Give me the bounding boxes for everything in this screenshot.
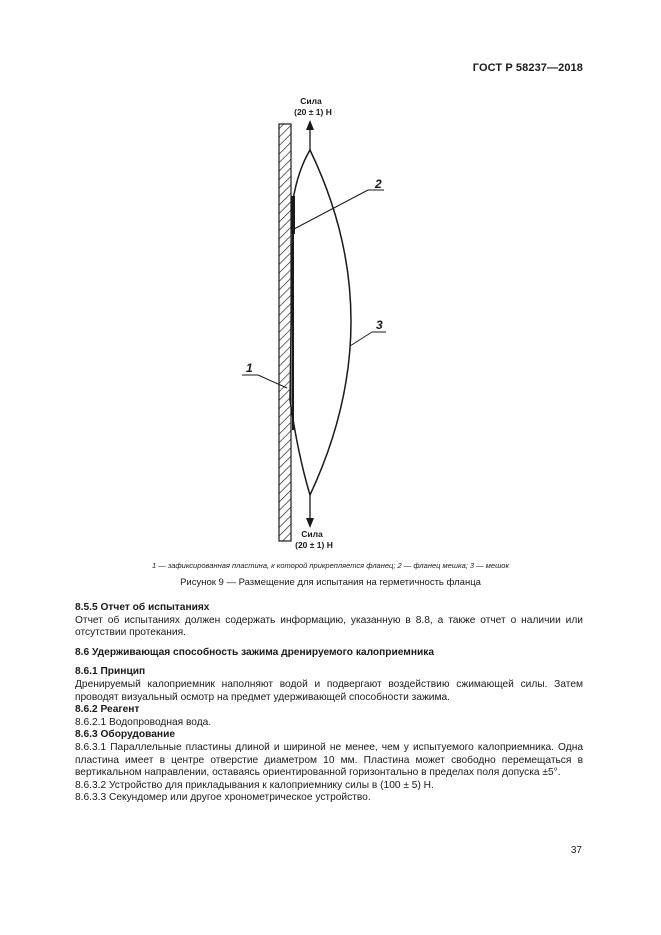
main-text bbox=[75, 602, 583, 805]
top-arrowhead bbox=[306, 120, 314, 130]
page-number: 37 bbox=[570, 845, 582, 856]
figure-caption: Рисунок 9 — Размещение для испытания на герметичность фланца bbox=[180, 577, 481, 588]
section-8633-text: 8.6.3.3 Секундомер или другое хронометрическое устройство. bbox=[75, 792, 371, 804]
bag-outline bbox=[290, 150, 351, 495]
callout-3-leader bbox=[350, 332, 372, 346]
section-8632-text: 8.6.3.2 Устройство для прикладывания к калоприемнику силы в (100 ± 5) Н. bbox=[75, 779, 434, 791]
figure-legend: 1 — зафиксированная пластина, к которой прикрепляется фланец; 2 — фланец мешка; 3 — мешок bbox=[151, 561, 510, 570]
callout-2-label: 2 bbox=[375, 177, 382, 191]
fixed-plate bbox=[279, 124, 291, 541]
bottom-force-label-2: (20 ± 1) Н bbox=[295, 540, 333, 550]
top-force-label-2: (20 ± 1) Н bbox=[294, 107, 332, 117]
section-855-text: Отчет об испытаниях должен содержать информацию, указанную в 8.8, а также отчет о наличии или отсутствии протекания. bbox=[75, 614, 583, 639]
callout-3-label: 3 bbox=[376, 318, 383, 332]
section-861-text: Дренируемый калоприемник наполняют водой и подвергают воздействию сжимающей силы. Затем проводят визуальный осмотр на предмет удерживающей способности зажима. bbox=[75, 678, 583, 703]
section-855-title: 8.5.5 Отчет об испытаниях bbox=[75, 602, 210, 613]
top-force-label-1: Сила bbox=[300, 96, 322, 106]
bottom-arrowhead bbox=[306, 518, 314, 528]
section-8631-text: 8.6.3.1 Параллельные пластины длиной и шириной не менее, чем у испытуемого калоприемника. Одна пластина имеет в центре отверстие диаметром 10 мм. Пластина может свободно перемещаться в вертикальном направлении, оставаясь ориентированной горизонтально в пределах поля допуска ±5°. bbox=[75, 741, 583, 779]
section-862-title: 8.6.2 Реагент bbox=[75, 704, 140, 716]
callout-1-label: 1 bbox=[246, 361, 253, 375]
section-863-title: 8.6.3 Оборудование bbox=[75, 729, 175, 741]
bottom-force-label-1: Сила bbox=[301, 529, 323, 539]
section-861-title: 8.6.1 Принцип bbox=[75, 666, 146, 678]
section-86-title: 8.6 Удерживающая способность зажима дренируемого калоприемника bbox=[75, 646, 435, 658]
document-header: ГОСТ Р 58237—2018 bbox=[472, 62, 583, 74]
section-8621-text: 8.6.2.1 Водопроводная вода. bbox=[75, 716, 212, 728]
callout-2-leader bbox=[294, 190, 368, 229]
